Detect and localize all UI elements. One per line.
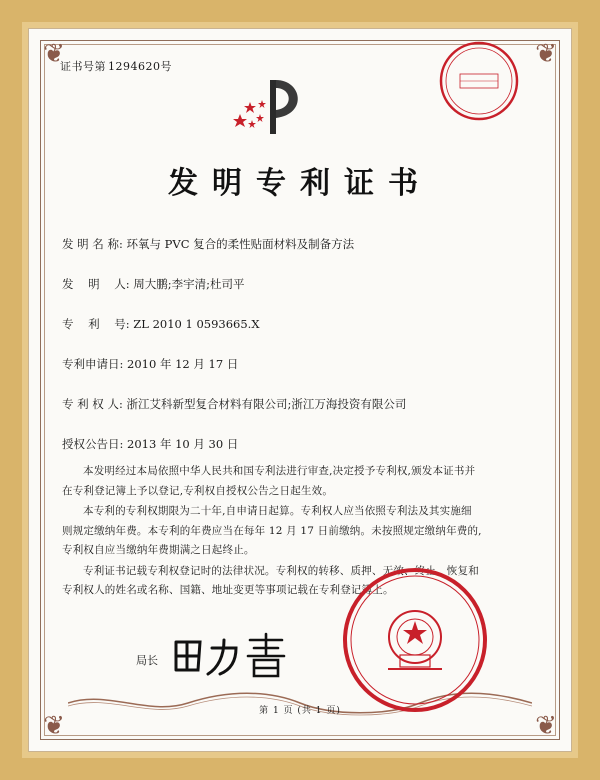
page-number: 第 1 页 (共 1 页) (259, 706, 341, 716)
invention-name-value: 环氧与 PVC 复合的柔性贴面材料及制备方法 (126, 237, 355, 251)
inventor-label: 发 明 人: (62, 277, 130, 291)
certificate-number-value: 1294620 (108, 60, 161, 73)
body-paragraph: 专利证书记载专利权登记时的法律状况。专利权的转移、质押、无效、终止、恢复和专利权人的姓名或名称、国籍、地址变更等事项记载在专利登记簿上。 (62, 564, 479, 596)
grant-date-row (62, 436, 238, 452)
certificate-title: 发明专利证书 (168, 166, 432, 201)
top-seal-stamp (438, 40, 520, 122)
patent-number-row (62, 316, 260, 332)
patent-number-label: 专 利 号: (62, 317, 130, 331)
director-title: 局长 (136, 654, 158, 667)
patentee-label: 专 利 权 人: (62, 397, 123, 411)
main-seal-stamp (340, 565, 490, 715)
grant-date-value: 2013 年 10 月 30 日 (127, 437, 239, 451)
invention-name-label: 发 明 名 称: (62, 237, 123, 251)
certificate-number-label: 证书号第 (60, 60, 106, 73)
patent-office-logo-icon (232, 74, 312, 140)
inventor-row (62, 276, 245, 292)
patentee-row (62, 396, 406, 412)
grant-date-label: 授权公告日: (62, 437, 124, 451)
inventor-value: 周大鹏;李宇清;杜司平 (133, 277, 245, 291)
patent-number-value: ZL 2010 1 0593665.X (133, 317, 260, 331)
director-signature (170, 630, 290, 680)
corner-ornament-icon: ❦ (43, 711, 65, 741)
certificate-number (60, 58, 172, 74)
patentee-value: 浙江艾科新型复合材料有限公司;浙江万海投资有限公司 (126, 397, 407, 411)
filing-date-value: 2010 年 12 月 17 日 (127, 357, 239, 371)
corner-ornament-icon: ❦ (535, 711, 557, 741)
invention-name-row (62, 236, 354, 252)
filing-date-label: 专利申请日: (62, 357, 124, 371)
body-paragraph: 本专利的专利权期限为二十年,自申请日起算。专利权人应当依照专利法及其实施细则规定缴纳年费。本专利的年费应当在每年 12 月 17 日前缴纳。未按照规定缴纳年费的,专利权自应当缴纳年费期满之日起终止。 (62, 505, 482, 556)
body-paragraph: 本发明经过本局依照中华人民共和国专利法进行审查,决定授予专利权,颁发本证书并在专利登记簿上予以登记,专利权自授权公告之日起生效。 (62, 465, 476, 497)
corner-ornament-icon: ❦ (535, 39, 557, 69)
filing-date-row (62, 356, 238, 372)
certificate-number-suffix: 号 (160, 60, 172, 73)
corner-ornament-icon: ❦ (43, 39, 65, 69)
